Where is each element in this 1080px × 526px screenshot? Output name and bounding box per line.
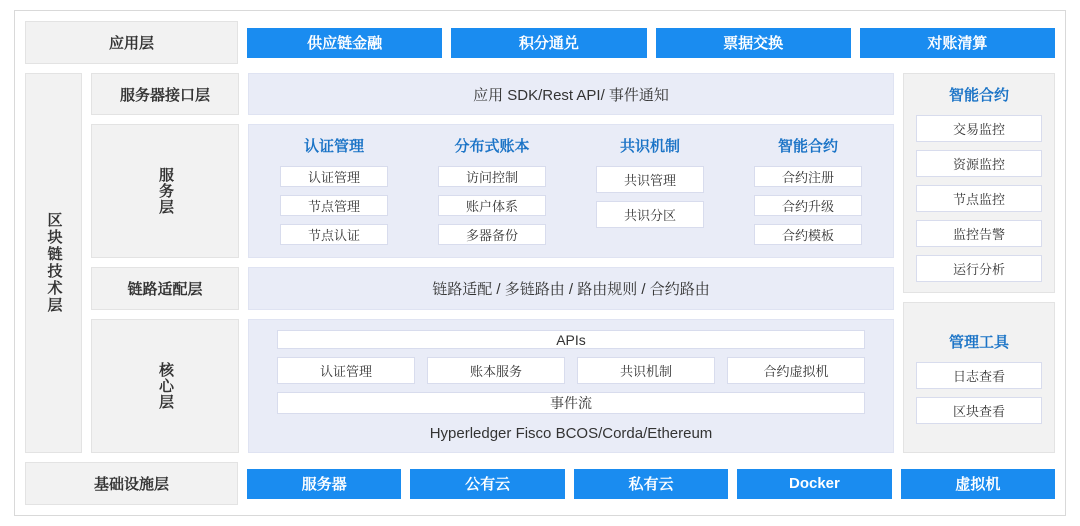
infra-item-private-cloud[interactable]: 私有云 <box>574 469 728 499</box>
management-tools-panel <box>903 302 1055 453</box>
core-modules-row <box>277 357 865 384</box>
service-layer-columns <box>261 135 881 245</box>
blockchain-tech-layer-label <box>25 73 82 453</box>
app-item-points-exchange[interactable]: 积分通兑 <box>451 28 646 58</box>
service-layer-label <box>91 124 239 258</box>
service-auth-item-1[interactable]: 认证管理 <box>280 166 388 187</box>
smart-contract-item-node-monitor[interactable]: 节点监控 <box>916 185 1042 212</box>
smart-contract-item-monitor-alert[interactable]: 监控告警 <box>916 220 1042 247</box>
infrastructure-layer-row <box>25 462 1055 505</box>
smart-contract-item-transaction-monitor[interactable]: 交易监控 <box>916 115 1042 142</box>
core-event-stream-bar[interactable]: 事件流 <box>277 392 865 414</box>
application-layer-row <box>25 21 1055 64</box>
layers-column <box>91 73 894 453</box>
service-column-ledger-title: 分布式账本 <box>454 138 530 155</box>
infra-item-public-cloud[interactable]: 公有云 <box>410 469 564 499</box>
infra-item-server[interactable]: 服务器 <box>247 469 401 499</box>
adapter-layer-row <box>91 267 894 310</box>
interface-layer-content: 应用 SDK/Rest API/ 事件通知 <box>473 86 669 104</box>
interface-layer-label: 服务器接口层 <box>91 73 239 115</box>
core-layer-label-text: 核心层 <box>157 362 174 410</box>
infrastructure-layer-label: 基础设施层 <box>25 462 238 505</box>
core-module-auth[interactable]: 认证管理 <box>277 357 415 384</box>
service-layer-label-text: 服务层 <box>157 167 174 215</box>
service-column-consensus-title: 共识机制 <box>619 138 680 155</box>
core-platform-footer: Hyperledger Fisco BCOS/Corda/Ethereum <box>429 425 713 442</box>
core-module-ledger-service[interactable]: 账本服务 <box>427 357 565 384</box>
smart-contract-panel <box>903 73 1055 293</box>
service-layer-panel <box>248 124 894 258</box>
service-ledger-item-1[interactable]: 访问控制 <box>438 166 546 187</box>
smart-contract-item-resource-monitor[interactable]: 资源监控 <box>916 150 1042 177</box>
smart-contract-panel-title: 智能合约 <box>948 87 1009 104</box>
application-layer-label: 应用层 <box>25 21 238 64</box>
service-ledger-item-3[interactable]: 多器备份 <box>438 224 546 245</box>
infrastructure-layer-items <box>247 462 1055 505</box>
service-consensus-item-2[interactable]: 共识分区 <box>596 201 704 228</box>
app-item-reconciliation-settlement[interactable]: 对账清算 <box>860 28 1055 58</box>
diagram-outer-frame <box>14 10 1066 516</box>
right-panels-column <box>903 73 1055 453</box>
core-layer-label <box>91 319 239 453</box>
interface-layer-row <box>91 73 894 115</box>
infra-item-virtual-machine[interactable]: 虚拟机 <box>901 469 1055 499</box>
service-contract-item-2[interactable]: 合约升级 <box>754 195 862 216</box>
service-auth-item-3[interactable]: 节点认证 <box>280 224 388 245</box>
core-module-consensus[interactable]: 共识机制 <box>577 357 715 384</box>
middle-region <box>25 73 1055 453</box>
service-auth-item-2[interactable]: 节点管理 <box>280 195 388 216</box>
service-column-smart-contract-title: 智能合约 <box>777 138 838 155</box>
service-contract-item-1[interactable]: 合约注册 <box>754 166 862 187</box>
app-item-supply-chain-finance[interactable]: 供应链金融 <box>247 28 442 58</box>
adapter-layer-content: 链路适配 / 多链路由 / 路由规则 / 合约路由 <box>432 281 710 298</box>
application-layer-items <box>247 21 1055 64</box>
service-column-smart-contract <box>735 135 881 245</box>
management-tools-panel-title: 管理工具 <box>948 334 1009 351</box>
service-column-auth <box>261 135 407 245</box>
service-column-consensus <box>577 135 723 245</box>
service-column-ledger <box>419 135 565 245</box>
service-consensus-item-1[interactable]: 共识管理 <box>596 166 704 193</box>
adapter-layer-panel <box>248 267 894 310</box>
management-tools-item-log-viewer[interactable]: 日志查看 <box>916 362 1042 389</box>
adapter-layer-label: 链路适配层 <box>91 267 239 310</box>
service-contract-item-3[interactable]: 合约模板 <box>754 224 862 245</box>
app-item-bill-exchange[interactable]: 票据交换 <box>656 28 851 58</box>
core-apis-bar[interactable]: APIs <box>277 330 865 349</box>
core-layer-row <box>91 319 894 453</box>
service-layer-row <box>91 124 894 258</box>
blockchain-tech-layer-label-text: 区块链技术层 <box>45 212 63 314</box>
core-module-contract-vm[interactable]: 合约虚拟机 <box>727 357 865 384</box>
management-tools-item-block-viewer[interactable]: 区块查看 <box>916 397 1042 424</box>
infra-item-docker[interactable]: Docker <box>737 469 891 499</box>
smart-contract-item-runtime-analysis[interactable]: 运行分析 <box>916 255 1042 282</box>
service-column-auth-title: 认证管理 <box>303 138 364 155</box>
interface-layer-panel <box>248 73 894 115</box>
service-ledger-item-2[interactable]: 账户体系 <box>438 195 546 216</box>
core-layer-panel <box>248 319 894 453</box>
